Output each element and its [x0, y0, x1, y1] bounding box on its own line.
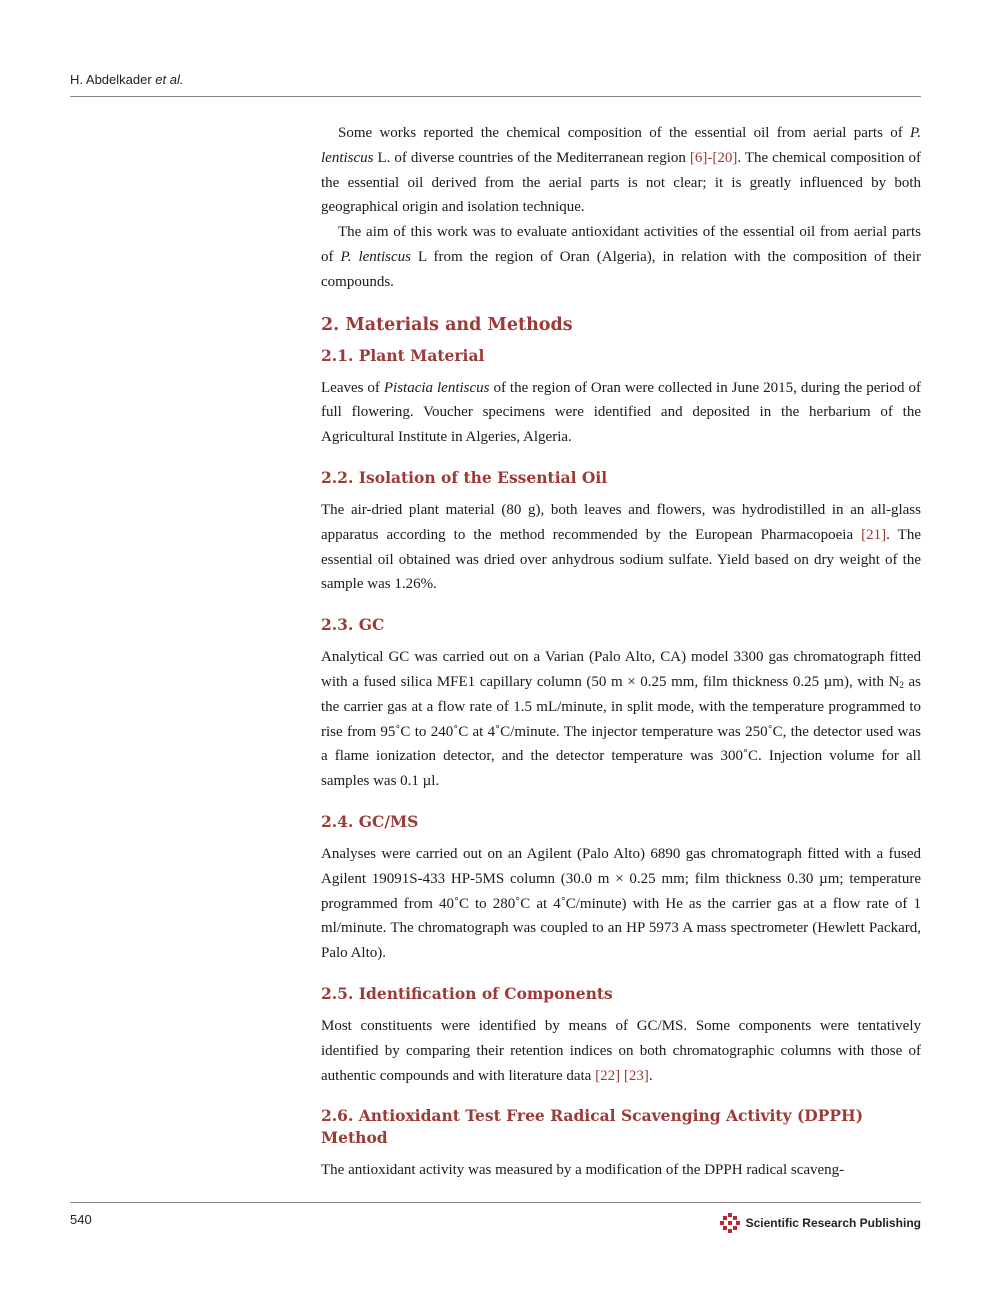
paragraph-gcms: Analyses were carried out on an Agilent (Palo Alto) 6890 gas chromatograph fitted with a fused Agilent 19091S-433 HP-5MS column (30.0 m × 0.25 mm; film thickness 0.30 µm; temperature programmed from 40˚C to 280˚C at 4˚C/minute) with He as the carrier gas at a flow rate of 1 ml/minute. The chromatograph was coupled to an HP 5973 A mass spectrometer (Hewlett Packard, Palo Alto).: [321, 845, 921, 962]
citation-link[interactable]: [23]: [623, 1067, 649, 1084]
subsection-heading-antioxidant: 2.6. Antioxidant Test Free Radical Scavenging Activity (DPPH) Method: [321, 1106, 864, 1148]
running-header: [70, 70, 921, 97]
intro-paragraph-2: The aim of this work was to evaluate antioxidant activities of the essential oil from aerial parts of P. lentiscus L from the region of Oran (Algeria), in relation with the composition of their compounds.: [321, 224, 921, 290]
paragraph-gc: Analytical GC was carried out on a Varian (Palo Alto, CA) model 3300 gas chromatograph fitted with a fused silica MFE1 capillary column (50 m × 0.25 mm, film thickness 0.25 µm), with $N_2$ as the carrier gas at a flow rate of 1.5 mL/minute, in split mode, with the temperature programmed to rise from 95˚C to 240˚C at 4˚C/minute. The injector temperature was 250˚C, the detector used was a flame ionization detector, and the detector temperature was 300˚C. Injection volume for all samples was 0.1 µl.: [321, 649, 921, 790]
page-number: 540: [70, 1212, 92, 1227]
species-name: P. lentiscus: [340, 248, 411, 265]
citation-link[interactable]: [6]-[20]: [689, 149, 738, 166]
subscript: 2: [899, 679, 904, 690]
paragraph-isolation: The air-dried plant material (80 g), both leaves and flowers, was hydrodistilled in an all-glass apparatus according to the method recommended by the European Pharmacopoeia [21]. The essential oil obtained was dried over anhydrous sodium sulfate. Yield based on dry weight of the sample was 1.26%.: [321, 501, 921, 593]
intro-paragraph-1: Some works reported the chemical composition of the essential oil from aerial parts of P. lentiscus L. of diverse countries of the Mediterranean region [6]-[20]. The chemical composition of the essential oil derived from the aerial parts is not clear; it is greatly influenced by both geographical origin and isolation technique.: [321, 125, 921, 216]
publisher-name: Scientific Research Publishing: [745, 1216, 921, 1230]
running-author: [70, 72, 183, 87]
paragraph-plant-material: Leaves of Pistacia lentiscus of the region of Oran were collected in June 2015, during the period of full flowering. Voucher specimens were identified and deposited in the herbarium of the Agricultural Institute in Algeries, Algeria.: [321, 379, 921, 446]
paragraph-antioxidant: The antioxidant activity was measured by a modification of the DPPH radical scaveng-: [321, 1162, 845, 1179]
body-column: [321, 121, 921, 1183]
citation-link[interactable]: [21]: [861, 526, 887, 543]
page-footer: [70, 1202, 921, 1243]
subsection-heading-gcms: 2.4. GC/MS: [321, 811, 419, 831]
publisher-mark: [719, 1212, 921, 1234]
species-name: P. lentiscus: [321, 125, 921, 166]
et-al: et al.: [155, 72, 184, 87]
paragraph-identification: Most constituents were identified by means of GC/MS. Some components were tentatively identified by comparing their retention indices on both chromatographic columns with those of authentic compounds and with literature data [22] [23].: [321, 1017, 921, 1084]
subsection-heading-gc: 2.3. GC: [321, 615, 385, 635]
publisher-logo-icon: [719, 1212, 741, 1234]
species-name: Pistacia lentiscus: [383, 379, 490, 396]
subsection-heading-identification: 2.5. Identification of Components: [321, 983, 613, 1003]
author-name: H. Abdelkader: [70, 72, 152, 87]
citation-link[interactable]: [22]: [595, 1067, 621, 1084]
subsection-heading-plant-material: 2.1. Plant Material: [321, 345, 485, 365]
subsection-heading-isolation: 2.2. Isolation of the Essential Oil: [321, 467, 608, 487]
section-heading-materials-methods: 2. Materials and Methods: [321, 314, 573, 335]
